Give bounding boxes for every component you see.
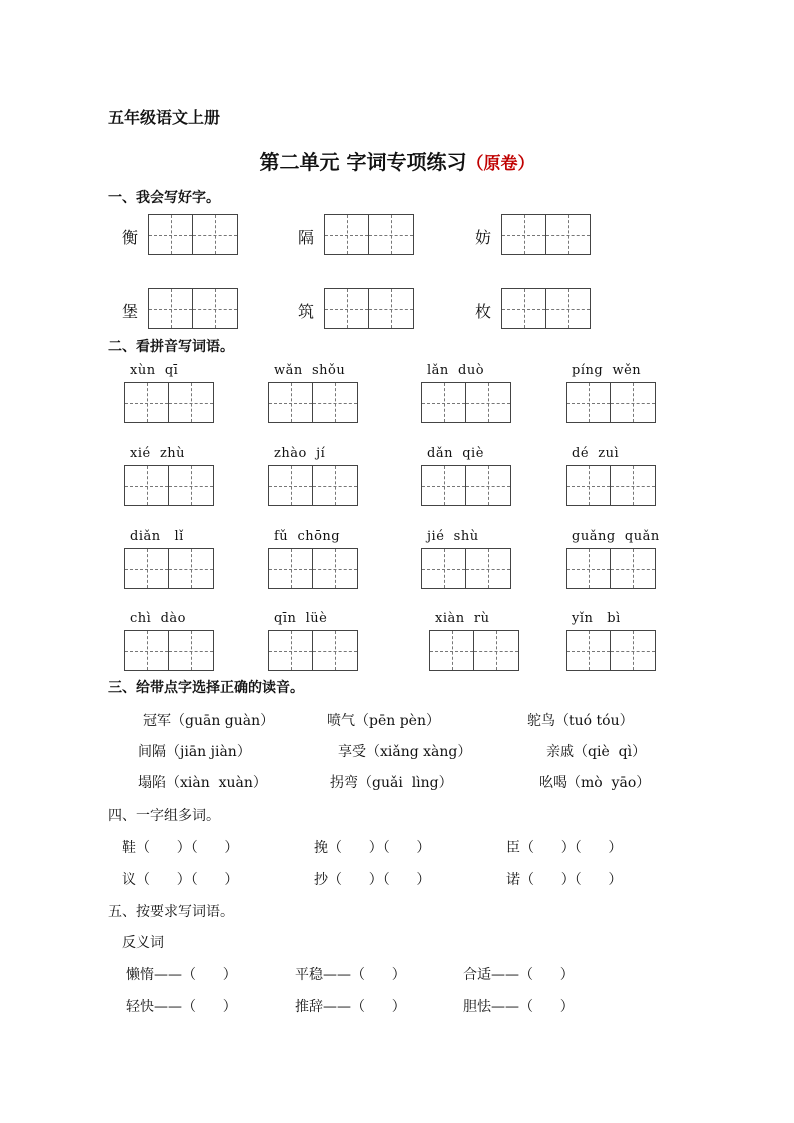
pinyin-label: dé zuì bbox=[572, 446, 620, 461]
grid-cell[interactable] bbox=[546, 215, 590, 254]
grid-cell[interactable] bbox=[502, 215, 546, 254]
grid-cell[interactable] bbox=[269, 631, 313, 670]
pinyin-label: guǎng quǎn bbox=[572, 529, 660, 544]
pinyin-label: diǎn lǐ bbox=[130, 529, 184, 544]
grid-cell[interactable] bbox=[474, 631, 518, 670]
grid-cell[interactable] bbox=[325, 215, 369, 254]
writing-grid[interactable] bbox=[566, 630, 656, 671]
writing-grid[interactable] bbox=[429, 630, 519, 671]
writing-grid[interactable] bbox=[268, 465, 358, 506]
grid-cell[interactable] bbox=[611, 466, 655, 505]
grid-cell[interactable] bbox=[313, 631, 357, 670]
reading-item: 喷气（pēn pèn） bbox=[327, 713, 440, 729]
grid-cell[interactable] bbox=[269, 383, 313, 422]
grid-cell[interactable] bbox=[193, 289, 237, 328]
reading-item: 冠军（guān guàn） bbox=[143, 713, 275, 729]
writing-grid[interactable] bbox=[268, 382, 358, 423]
writing-grid[interactable] bbox=[566, 382, 656, 423]
grid-cell[interactable] bbox=[430, 631, 474, 670]
grade-label: 五年级语文上册 bbox=[108, 108, 221, 127]
writing-grid[interactable] bbox=[421, 548, 511, 589]
writing-grid[interactable] bbox=[421, 465, 511, 506]
reading-item: 间隔（jiān jiàn） bbox=[138, 744, 251, 760]
reading-item: 享受（xiǎng xàng） bbox=[338, 744, 472, 760]
grid-cell[interactable] bbox=[313, 466, 357, 505]
practice-character: 衡 bbox=[122, 228, 139, 247]
grid-cell[interactable] bbox=[466, 466, 510, 505]
pinyin-label: dǎn qiè bbox=[427, 446, 484, 461]
grid-cell[interactable] bbox=[169, 631, 213, 670]
antonym-item: 胆怯——（ ） bbox=[463, 999, 574, 1015]
title-text: 第二单元 字词专项练习 bbox=[259, 150, 467, 174]
grid-cell[interactable] bbox=[125, 631, 169, 670]
antonym-item: 平稳——（ ） bbox=[295, 967, 406, 983]
grid-cell[interactable] bbox=[611, 631, 655, 670]
grid-cell[interactable] bbox=[125, 549, 169, 588]
writing-grid[interactable] bbox=[124, 630, 214, 671]
antonym-item: 懒惰——（ ） bbox=[126, 967, 237, 983]
grid-cell[interactable] bbox=[466, 549, 510, 588]
writing-grid[interactable] bbox=[566, 465, 656, 506]
word-group-item: 诺（ ）（ ） bbox=[506, 872, 623, 888]
reading-item: 吆喝（mò yāo） bbox=[539, 775, 651, 791]
writing-grid[interactable] bbox=[566, 548, 656, 589]
grid-cell[interactable] bbox=[169, 383, 213, 422]
grid-cell[interactable] bbox=[169, 549, 213, 588]
title-tag: （原卷） bbox=[466, 154, 535, 174]
pinyin-label: zhào jí bbox=[274, 446, 326, 461]
grid-cell[interactable] bbox=[313, 383, 357, 422]
grid-cell[interactable] bbox=[567, 631, 611, 670]
grid-cell[interactable] bbox=[466, 383, 510, 422]
grid-cell[interactable] bbox=[546, 289, 590, 328]
pinyin-label: yǐn bì bbox=[572, 611, 621, 626]
word-group-item: 议（ ）（ ） bbox=[122, 872, 239, 888]
grid-cell[interactable] bbox=[125, 383, 169, 422]
pinyin-label: xùn qī bbox=[130, 363, 179, 378]
page-title bbox=[0, 146, 794, 175]
writing-grid[interactable] bbox=[124, 465, 214, 506]
word-group-item: 挽（ ）（ ） bbox=[314, 840, 431, 856]
pinyin-label: jié shù bbox=[427, 529, 479, 544]
grid-cell[interactable] bbox=[422, 383, 466, 422]
pinyin-label: chì dào bbox=[130, 611, 186, 626]
reading-item: 塌陷（xiàn xuàn） bbox=[138, 775, 267, 791]
grid-cell[interactable] bbox=[193, 215, 237, 254]
writing-grid[interactable] bbox=[124, 382, 214, 423]
section-2-heading: 二、看拼音写词语。 bbox=[108, 339, 234, 355]
pinyin-label: xié zhù bbox=[130, 446, 186, 461]
reading-item: 鸵鸟（tuó tóu） bbox=[527, 713, 634, 729]
grid-cell[interactable] bbox=[149, 289, 193, 328]
writing-grid[interactable] bbox=[268, 630, 358, 671]
antonym-item: 推辞——（ ） bbox=[295, 999, 406, 1015]
grid-cell[interactable] bbox=[369, 289, 413, 328]
grid-cell[interactable] bbox=[125, 466, 169, 505]
word-group-item: 臣（ ）（ ） bbox=[506, 840, 623, 856]
antonym-item: 轻快——（ ） bbox=[126, 999, 237, 1015]
grid-cell[interactable] bbox=[567, 549, 611, 588]
practice-character: 枚 bbox=[475, 302, 492, 321]
pinyin-label: qīn lüè bbox=[274, 611, 328, 626]
grid-cell[interactable] bbox=[325, 289, 369, 328]
section-4-heading: 四、一字组多词。 bbox=[108, 808, 220, 824]
section-3-heading: 三、给带点字选择正确的读音。 bbox=[108, 680, 304, 696]
grid-cell[interactable] bbox=[313, 549, 357, 588]
grid-cell[interactable] bbox=[567, 466, 611, 505]
grid-cell[interactable] bbox=[567, 383, 611, 422]
word-group-item: 抄（ ）（ ） bbox=[314, 872, 431, 888]
grid-cell[interactable] bbox=[611, 383, 655, 422]
writing-grid[interactable] bbox=[124, 548, 214, 589]
grid-cell[interactable] bbox=[422, 466, 466, 505]
pinyin-label: wǎn shǒu bbox=[274, 363, 346, 378]
grid-cell[interactable] bbox=[169, 466, 213, 505]
grid-cell[interactable] bbox=[611, 549, 655, 588]
practice-character: 筑 bbox=[298, 302, 315, 321]
writing-grid[interactable] bbox=[268, 548, 358, 589]
practice-character: 堡 bbox=[122, 302, 139, 321]
writing-grid[interactable] bbox=[324, 288, 414, 329]
writing-grid[interactable] bbox=[501, 214, 591, 255]
practice-character: 隔 bbox=[298, 228, 315, 247]
pinyin-label: píng wěn bbox=[572, 363, 642, 378]
reading-item: 亲戚（qiè qì） bbox=[546, 744, 647, 760]
grid-cell[interactable] bbox=[502, 289, 546, 328]
grid-cell[interactable] bbox=[369, 215, 413, 254]
word-group-item: 鞋（ ）（ ） bbox=[122, 840, 239, 856]
section-5-heading: 五、按要求写词语。 bbox=[108, 904, 234, 920]
writing-grid[interactable] bbox=[148, 214, 238, 255]
writing-grid[interactable] bbox=[501, 288, 591, 329]
writing-grid[interactable] bbox=[421, 382, 511, 423]
grid-cell[interactable] bbox=[269, 466, 313, 505]
antonym-label: 反义词 bbox=[122, 935, 164, 951]
antonym-item: 合适——（ ） bbox=[463, 967, 574, 983]
pinyin-label: xiàn rù bbox=[435, 611, 490, 626]
section-1-heading: 一、我会写好字。 bbox=[108, 190, 220, 206]
practice-character: 妨 bbox=[475, 228, 492, 247]
writing-grid[interactable] bbox=[148, 288, 238, 329]
reading-item: 拐弯（guǎi lìng） bbox=[330, 775, 453, 791]
pinyin-label: lǎn duò bbox=[427, 363, 485, 378]
grid-cell[interactable] bbox=[269, 549, 313, 588]
pinyin-label: fǔ chōng bbox=[274, 529, 341, 544]
writing-grid[interactable] bbox=[324, 214, 414, 255]
grid-cell[interactable] bbox=[422, 549, 466, 588]
grid-cell[interactable] bbox=[149, 215, 193, 254]
